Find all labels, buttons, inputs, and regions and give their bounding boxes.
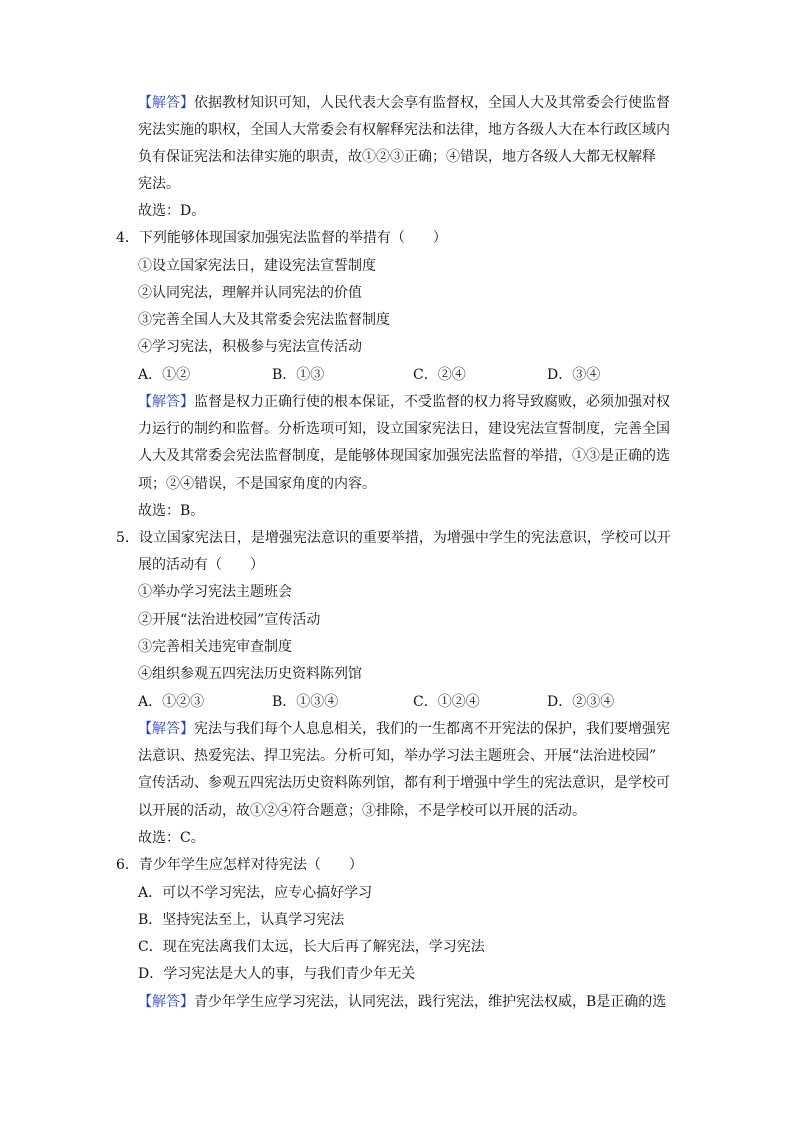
- q4-options: [138, 365, 698, 385]
- q6-option-a: A．可以不学习宪法，应专心搞好学习: [138, 885, 373, 901]
- q6-analysis-line-1: [138, 992, 666, 1012]
- q4-option-d: D．③④: [547, 367, 601, 383]
- analysis-text: 依据教材知识可知，人民代表大会享有监督权，全国人大及其常委会行使监督: [194, 95, 670, 111]
- q4-analysis-line-3: 人大及其常委会宪法监督制度，是能够体现国家加强宪法监督的举措，①③是正确的选: [138, 448, 670, 464]
- q4-analysis-line-4: 项；②④错误，不是国家角度的内容。: [138, 476, 376, 492]
- q4-stem: 4．下列能够体现国家加强宪法监督的举措有（ ）: [116, 230, 447, 246]
- q6-option-c: C．现在宪法离我们太远，长大后再了解宪法，学习宪法: [138, 939, 485, 955]
- analysis-tag: 【解答】: [138, 394, 194, 410]
- q4-statement-2: ②认同宪法，理解并认同宪法的价值: [138, 285, 362, 301]
- q4-statement-3: ③完善全国人大及其常委会宪法监督制度: [138, 312, 390, 328]
- q3-analysis-line-2: 宪法实施的职权，全国人大常委会有权解释宪法和法律，地方各级人大在本行政区域内: [138, 122, 670, 138]
- q5-conclusion: 故选：C。: [138, 830, 205, 846]
- q3-analysis-line-4: 宪法。: [138, 176, 180, 192]
- q6-option-d: D．学习宪法是大人的事，与我们青少年无关: [138, 966, 416, 982]
- q5-option-d: D．②③④: [547, 694, 615, 710]
- analysis-tag: 【解答】: [138, 994, 194, 1010]
- q5-statement-1: ①举办学习宪法主题班会: [138, 584, 292, 600]
- analysis-text: 宪法与我们每个人息息相关，我们的一生都离不开宪法的保护，我们要增强宪: [194, 721, 670, 737]
- q4-option-c: C．②④: [413, 367, 466, 383]
- q5-statement-4: ④组织参观五四宪法历史资料陈列馆: [138, 666, 362, 682]
- q4-analysis-line-2: 力运行的制约和监督。分析选项可知，设立国家宪法日，建设宪法宣誓制度，完善全国: [138, 421, 670, 437]
- q5-options: [138, 692, 698, 712]
- q5-statement-2: ②开展“法治进校园”宣传活动: [138, 612, 321, 628]
- q4-option-a: A．①②: [138, 367, 191, 383]
- q4-option-b: B．①③: [272, 367, 325, 383]
- q5-analysis-line-3: 宣传活动、参观五四宪法历史资料陈列馆，都有利于增强中学生的宪法意识，是学校可: [138, 775, 670, 791]
- q5-stem-line-2: 展的活动有（ ）: [138, 557, 264, 573]
- analysis-text: 监督是权力正确行使的根本保证，不受监督的权力将导致腐败，必须加强对权: [194, 394, 670, 410]
- analysis-tag: 【解答】: [138, 721, 194, 737]
- q5-option-a: A．①②③: [138, 694, 205, 710]
- q4-conclusion: 故选：B。: [138, 503, 205, 519]
- analysis-text: 青少年学生应学习宪法，认同宪法，践行宪法，维护宪法权威，B是正确的选: [194, 994, 667, 1010]
- q4-analysis-line-1: [138, 392, 670, 412]
- q6-option-b: B．坚持宪法至上，认真学习宪法: [138, 912, 345, 928]
- q3-analysis-line-1: [138, 93, 670, 113]
- q5-analysis-line-2: 法意识、热爱宪法、捍卫宪法。分析可知，举办学习法主题班会、开展“法治进校园”: [138, 748, 657, 764]
- q5-analysis-line-4: 以开展的活动，故①②④符合题意；③排除，不是学校可以开展的活动。: [138, 803, 586, 819]
- q5-statement-3: ③完善相关违宪审查制度: [138, 639, 292, 655]
- analysis-tag: 【解答】: [138, 95, 194, 111]
- q5-analysis-line-1: [138, 719, 670, 739]
- q6-stem: 6．青少年学生应怎样对待宪法（ ）: [116, 857, 363, 873]
- q5-option-c: C．①②④: [413, 694, 480, 710]
- q3-analysis-line-3: 负有保证宪法和法律实施的职责，故①②③正确；④错误，地方各级人大都无权解释: [138, 149, 656, 165]
- q3-conclusion: 故选：D。: [138, 203, 206, 219]
- q4-statement-1: ①设立国家宪法日，建设宪法宣誓制度: [138, 258, 376, 274]
- q5-stem-line-1: 5．设立国家宪法日，是增强宪法意识的重要举措，为增强中学生的宪法意识，学校可以开: [116, 530, 671, 546]
- q4-statement-4: ④学习宪法，积极参与宪法宣传活动: [138, 339, 362, 355]
- q5-option-b: B．①③④: [272, 694, 339, 710]
